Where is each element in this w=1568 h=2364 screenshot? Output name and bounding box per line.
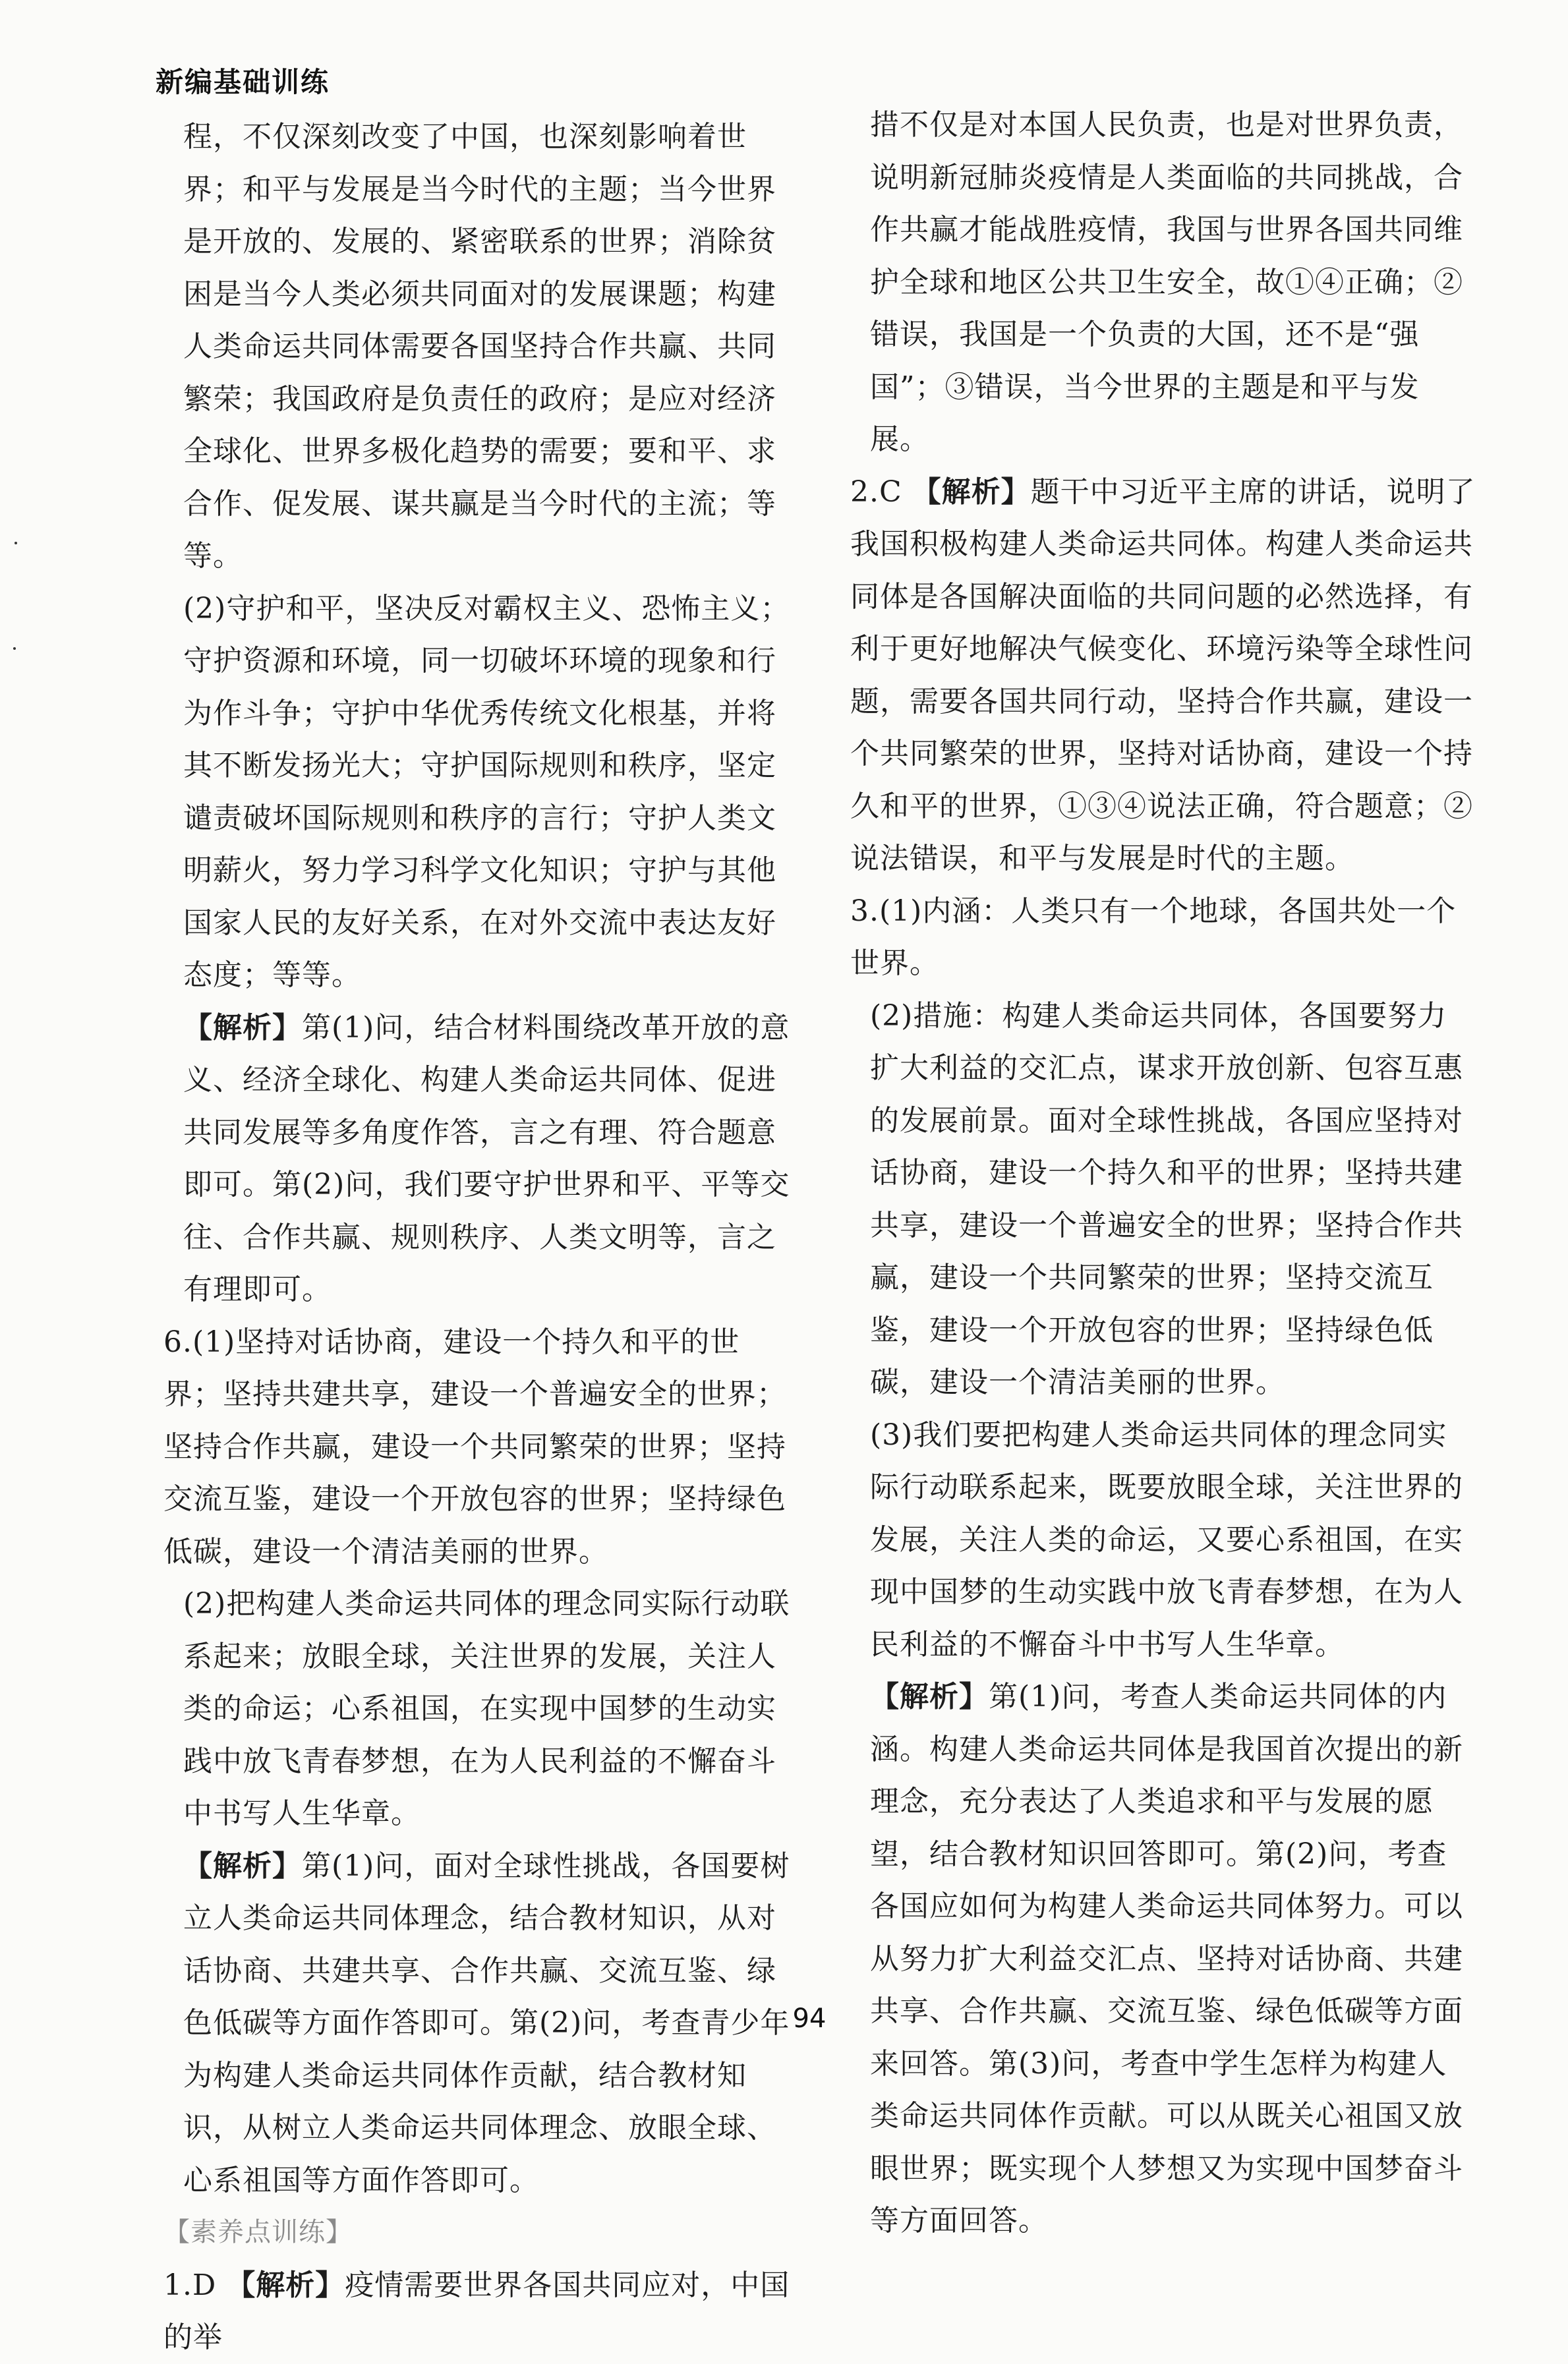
analysis-tag: 【解析】: [183, 1010, 302, 1045]
answer-text: (1)内涵：人类只有一个地球，各国共处一个世界。: [850, 894, 1457, 980]
question-answer: [850, 885, 1476, 990]
answer-paragraph: (2)把构建人类命运共同体的理念同实际行动联系起来；放眼全球，关注世界的发展，关注人类的命运；心系祖国，在实现中国梦的生动实践中放飞青春梦想，在为人民利益的不懈奋斗中书写人生华章。: [183, 1587, 790, 1830]
answer-paragraph: (2)措施：构建人类命运共同体，各国要努力扩大利益的交汇点，谋求开放创新、包容互惠的发展前景。面对全球性挑战，各国应坚持对话协商，建设一个持久和平的世界；坚持共建共享，建设一个普遍安全的世界；坚持合作共赢，建设一个共同繁荣的世界；坚持交流互鉴，建设一个开放包容的世界；坚持绿色低碳，建设一个清洁美丽的世界。: [870, 998, 1463, 1399]
analysis-text: 第(1)问，面对全球性挑战，各国要树立人类命运共同体理念，结合教材知识，从对话协商、共建共享、合作共赢、交流互鉴、绿色低碳等方面作答即可。第(2)问，考查青少年为构建人类命运共同体作贡献，结合教材知识，从树立人类命运共同体理念、放眼全球、心系祖国等方面作答即可。: [183, 1849, 790, 2197]
question-number: 2.C: [850, 475, 902, 509]
question-answer: [850, 466, 1476, 885]
analysis-text: 第(1)问，考查人类命运共同体的内涵。构建人类命运共同体是我国首次提出的新理念，充分表达了人类追求和平与发展的愿望，结合教材知识回答即可。第(2)问，考查各国应如何为构建人类命运共同体努力。可以从努力扩大利益交汇点、坚持对话协商、共建共享、合作共赢、交流互鉴、绿色低碳等方面来回答。第(3)问，考查中学生怎样为构建人类命运共同体作贡献。可以从既关心祖国又放眼世界；既实现个人梦想又为实现中国梦奋斗等方面回答。: [870, 1680, 1463, 2237]
page-number: 94: [792, 2004, 827, 2034]
analysis-tag: 【解析】: [183, 1849, 302, 1883]
analysis-paragraph: [163, 1840, 791, 2207]
answer-paragraph: (3)我们要把构建人类命运共同体的理念同实际行动联系起来，既要放眼全球，关注世界的发展，关注人类的命运，又要心系祖国，在实现中国梦的生动实践中放飞青春梦想，在为人民利益的不懈奋斗中书写人生华章。: [870, 1418, 1463, 1661]
answer-paragraph: 程，不仅深刻改变了中国，也深刻影响着世界；和平与发展是当今时代的主题；当今世界是开放的、发展的、紧密联系的世界；消除贫困是当今人类必须共同面对的发展课题；构建人类命运共同体需要各国坚持合作共赢、共同繁荣；我国政府是负责任的政府；是应对经济全球化、世界多极化趋势的需要；要和平、求合作、促发展、谋共赢是当今时代的主流；等等。: [183, 120, 776, 573]
analysis-text: 疫情需要世界各国共同应对，中国的举: [163, 2268, 790, 2354]
analysis-text: 题干中习近平主席的讲话，说明了我国积极构建人类命运共同体。构建人类命运共同体是各国解决面临的共同问题的必然选择，有利于更好地解决气候变化、环境污染等全球性问题，需要各国共同行动，坚持合作共赢，建设一个共同繁荣的世界，坚持对话协商，建设一个持久和平的世界，①③④说法正确，符合题意；②说法错误，和平与发展是时代的主题。: [850, 475, 1476, 875]
question-number: 3.: [850, 894, 879, 928]
question-number: 1.D: [163, 2268, 217, 2302]
scan-mark: [15, 542, 17, 544]
book-title: 新编基础训练: [156, 66, 330, 98]
analysis-paragraph: [850, 1671, 1476, 2247]
analysis-tag: 【解析】: [226, 2268, 345, 2302]
section-heading: 【素养点训练】: [163, 2217, 353, 2247]
analysis-tag: 【解析】: [912, 475, 1031, 509]
right-column: [850, 99, 1476, 2247]
answer-paragraph: (2)守护和平，坚决反对霸权主义、恐怖主义；守护资源和环境，同一切破坏环境的现象和行为作斗争；守护中华优秀传统文化根基，并将其不断发扬光大；守护国际规则和秩序，坚定谴责破坏国际规则和秩序的言行；守护人类文明薪火，努力学习科学文化知识；守护与其他国家人民的友好关系，在对外交流中表达友好态度；等等。: [183, 591, 790, 992]
question-number: 6.: [163, 1325, 192, 1359]
analysis-text: 第(1)问，结合材料围绕改革开放的意义、经济全球化、构建人类命运共同体、促进共同发展等多角度作答，言之有理、符合题意即可。第(2)问，我们要守护世界和平、平等交往、合作共赢、规则秩序、人类文明等，言之有理即可。: [183, 1010, 790, 1306]
analysis-tag: 【解析】: [870, 1680, 989, 1714]
question-answer: [163, 1316, 791, 1578]
question-answer: [163, 2259, 791, 2364]
analysis-continued: 措不仅是对本国人民负责，也是对世界负责，说明新冠肺炎疫情是人类面临的共同挑战，合作共赢才能战胜疫情，我国与世界各国共同维护全球和地区公共卫生安全，故①④正确；②错误，我国是一个负责的大国，还不是“强国”；③错误，当今世界的主题是和平与发展。: [870, 108, 1463, 456]
analysis-paragraph: [163, 1002, 791, 1316]
answer-text: (1)坚持对话协商，建设一个持久和平的世界；坚持共建共享，建设一个普遍安全的世界；坚持合作共赢，建设一个共同繁荣的世界；坚持交流互鉴，建设一个开放包容的世界；坚持绿色低碳，建设一个清洁美丽的世界。: [163, 1325, 786, 1569]
scan-mark: [13, 647, 16, 650]
left-column: [163, 111, 791, 2364]
